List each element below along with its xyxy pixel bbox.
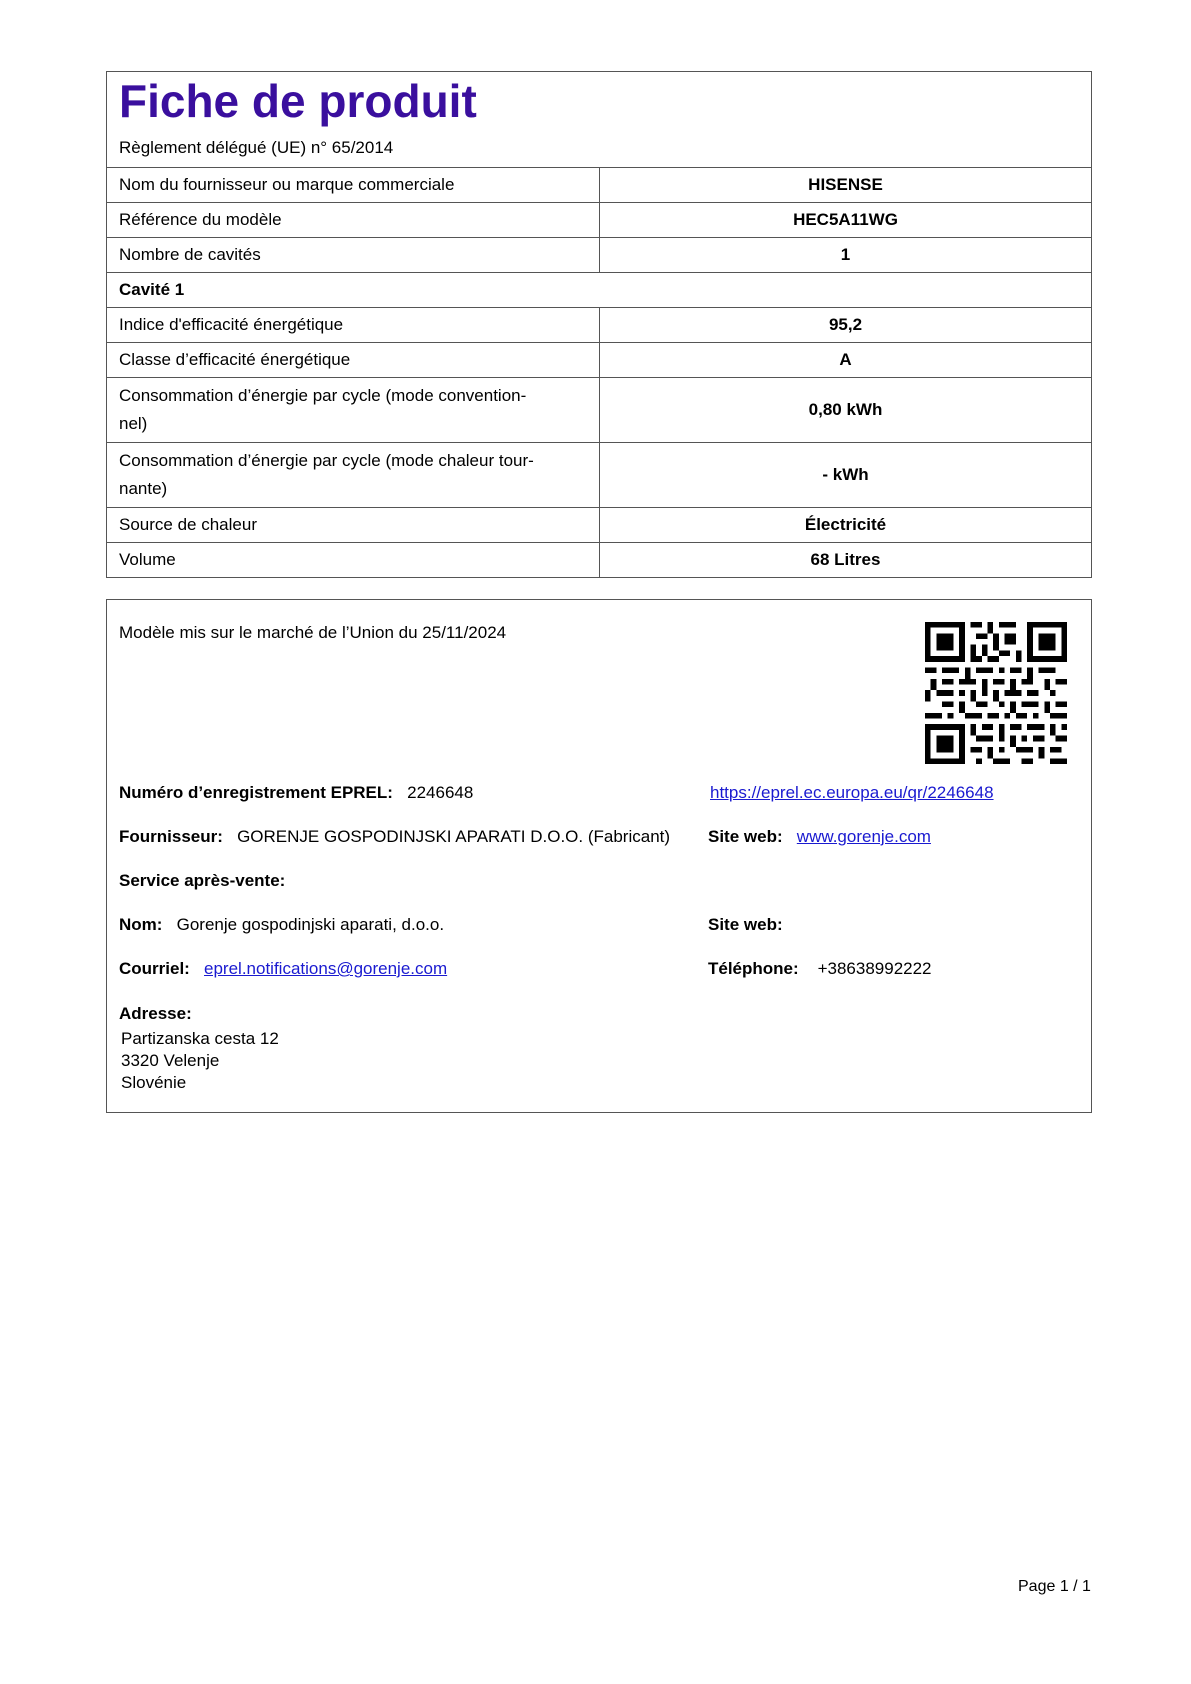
product-sheet: [106, 71, 1092, 578]
volume-label: Volume: [107, 543, 600, 578]
page-title: Fiche de produit: [119, 75, 477, 127]
title-block: [107, 72, 1091, 167]
cavities-value: 1: [600, 238, 1092, 273]
conventional-consumption-value: 0,80 kWh: [600, 378, 1092, 443]
supplier-info-panel: [106, 599, 1092, 1113]
market-date: Modèle mis sur le marché de l’Union du 25/11/2024: [119, 623, 507, 642]
after-sales-heading: Service après-vente:: [119, 871, 286, 890]
label-line: Consommation d’énergie par cycle (mode convention-: [119, 386, 527, 406]
table-row: [107, 508, 1091, 543]
service-name-row: [119, 914, 444, 936]
label-line: Consommation d’énergie par cycle (mode chaleur tour-: [119, 451, 534, 471]
address-line: Partizanska cesta 12: [121, 1029, 279, 1048]
website-link[interactable]: www.gorenje.com: [796, 827, 931, 846]
volume-value: 68 Litres: [600, 543, 1092, 578]
table-row: [107, 308, 1091, 343]
fan-consumption-value: - kWh: [600, 443, 1092, 508]
address-block: [121, 1028, 279, 1094]
cavities-label: Nombre de cavités: [107, 238, 600, 273]
phone-label: Téléphone:: [708, 959, 799, 978]
address-line: Slovénie: [121, 1073, 187, 1092]
supplier-row: [119, 826, 670, 848]
eprel-number: 2246648: [407, 783, 474, 802]
label-line: nel): [119, 414, 148, 434]
qr-code-icon[interactable]: [925, 622, 1067, 764]
energy-class-value: A: [600, 343, 1092, 378]
email-row: [119, 958, 447, 980]
address-label: Adresse:: [119, 1004, 192, 1023]
table-row: [107, 203, 1091, 238]
heat-source-label: Source de chaleur: [107, 508, 600, 543]
page-number: Page 1 / 1: [1018, 1578, 1091, 1595]
table-row: [107, 543, 1091, 578]
fan-consumption-label: [107, 443, 600, 508]
eprel-row: [119, 782, 473, 804]
supplier-info-label: Fournisseur:: [119, 827, 223, 846]
energy-class-label: Classe d’efficacité énergétique: [107, 343, 600, 378]
table-row: [107, 238, 1091, 273]
eprel-label: Numéro d’enregistrement EPREL:: [119, 783, 393, 802]
table-row: [107, 343, 1091, 378]
label-line: nante): [119, 479, 168, 499]
eprel-url-row: [710, 782, 994, 804]
supplier-value: HISENSE: [600, 168, 1092, 203]
service-website-label: Site web:: [708, 915, 783, 934]
table-row: [107, 378, 1091, 443]
email-link[interactable]: eprel.notifications@gorenje.com: [204, 959, 448, 978]
eei-value: 95,2: [600, 308, 1092, 343]
heat-source-value: Électricité: [600, 508, 1092, 543]
model-value: HEC5A11WG: [600, 203, 1092, 238]
model-label: Référence du modèle: [107, 203, 600, 238]
supplier-label: Nom du fournisseur ou marque commerciale: [107, 168, 600, 203]
cavity-heading: Cavité 1: [107, 273, 1091, 308]
email-label: Courriel:: [119, 959, 190, 978]
address-line: 3320 Velenje: [121, 1051, 220, 1070]
conventional-consumption-label: [107, 378, 600, 443]
table-row: [107, 443, 1091, 508]
table-row: [107, 273, 1091, 308]
phone-row: [708, 958, 932, 980]
phone-value: +38638992222: [817, 959, 932, 978]
regulation-reference: Règlement délégué (UE) n° 65/2014: [119, 138, 394, 158]
website-label: Site web:: [708, 827, 783, 846]
specs-table: [107, 167, 1091, 577]
service-name-label: Nom:: [119, 915, 163, 934]
eei-label: Indice d'efficacité énergétique: [107, 308, 600, 343]
eprel-url-link[interactable]: https://eprel.ec.europa.eu/qr/2246648: [710, 783, 994, 802]
table-row: [107, 168, 1091, 203]
supplier-info-value: GORENJE GOSPODINJSKI APARATI D.O.O. (Fabricant): [237, 827, 671, 846]
website-row: [708, 826, 931, 848]
service-name-value: Gorenje gospodinjski aparati, d.o.o.: [176, 915, 445, 934]
